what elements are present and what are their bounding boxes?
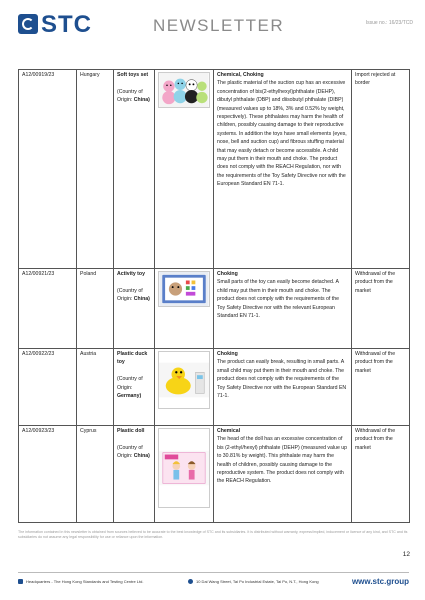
origin-label: (Country of Origin:	[117, 376, 143, 391]
description-cell	[214, 426, 352, 523]
notifying-country: Cyprus	[77, 426, 114, 523]
stc-logo-icon	[18, 14, 38, 34]
logo-text: STC	[41, 11, 92, 38]
product-photo-cell	[155, 269, 214, 349]
address-text: 10 Dai Wang Street, Tai Po Industrial Estate, Tai Po, N.T., Hong Kong	[196, 579, 319, 584]
product-cell: Plastic doll (Country of Origin: China)	[114, 426, 155, 523]
issue-number: Issue no.: 16/23/TCD	[365, 20, 413, 26]
table-row	[19, 349, 410, 426]
location-pin-icon	[188, 579, 193, 584]
notification-id: A12/00922/23	[19, 349, 77, 426]
headquarters-text: Headquarters - The Hong Kong Standards and Testing Centre Ltd.	[26, 579, 144, 584]
description-cell	[214, 269, 352, 349]
origin-country: China	[133, 97, 149, 104]
table-row	[19, 426, 410, 523]
notifying-country: Austria	[77, 349, 114, 426]
risk-type: Chemical, Choking	[217, 72, 264, 78]
notification-id: A12/00923/23	[19, 426, 77, 523]
origin-country: China	[133, 296, 149, 303]
notifying-country: Poland	[77, 269, 114, 349]
risk-type: Choking	[217, 351, 238, 357]
product-name: Plastic duck toy	[117, 351, 148, 366]
risk-description: The plastic material of the suction cup has an excessive concentration of bis(2-ethylhexyl)phthalate (DEHP), dibutyl phthalate (DBP) and diisobutyl phthalate (DIBP) (measured values up to 18%, 3% and 0.52% by weight, respectively). These phthalates may harm the health of children, possibly causing damage to their reproductive systems. In addition the toys have small elements (eyes, nose, bell and suction cup) and fibrous stuffing material that may easily detach or become accessible. A child may put them in their mouth and choke. The product does not comply with the REACH Regulation, nor with the requirements of the Toy Safety Directive nor with the European Standard EN 71-1.	[217, 80, 347, 188]
product-photo-cell	[155, 426, 214, 523]
table-row	[19, 70, 410, 269]
description-cell	[214, 70, 352, 269]
duck-toy-photo	[158, 351, 210, 409]
notification-id: A12/00919/23	[19, 70, 77, 269]
risk-type: Choking	[217, 271, 238, 277]
activity-toy-photo	[158, 271, 210, 307]
measure-taken: Withdrawal of the product from the market	[352, 269, 410, 349]
product-photo-cell	[155, 349, 214, 426]
description-cell	[214, 349, 352, 426]
measure-taken: Withdrawal of the product from the market	[352, 349, 410, 426]
product-cell: Plastic duck toy (Country of Origin: Germany)	[114, 349, 155, 426]
notifying-country: Hungary	[77, 70, 114, 269]
origin-label: (Country of Origin:	[117, 444, 143, 460]
origin-label: (Country of Origin:	[117, 88, 143, 104]
risk-type: Chemical	[217, 428, 241, 434]
risk-description: The head of the doll has an excessive concentration of bis (2-ethyl/hexyl) phthalate (DEHP) (measured value up to 30.81% by weight). This phthalate may harm the health of children, possibly causing damage to the reproductive system. The product does not comply with the REACH Regulation.	[217, 436, 348, 485]
page-header	[18, 11, 413, 38]
origin-country: Germany	[117, 393, 140, 400]
risk-description: The product can easily break, resulting in small parts. A small child may put them in their mouth and choke. The product does not comply with the requirements of the Toy Safety Directive nor with the European Standard EN 71-1.	[217, 359, 347, 400]
product-cell: Activity toy (Country of Origin: China)	[114, 269, 155, 349]
product-photo-cell	[155, 70, 214, 269]
recall-table	[18, 69, 410, 523]
newsletter-title: NEWSLETTER	[153, 16, 285, 35]
website-link[interactable]: www.stc.group	[351, 577, 409, 586]
page-number: 12	[402, 551, 410, 558]
soft-toys-photo	[158, 72, 210, 108]
notification-id: A12/00921/23	[19, 269, 77, 349]
product-name: Soft toys set	[117, 72, 149, 78]
measure-taken: Withdrawal of the product from the market	[352, 426, 410, 523]
headquarters-icon	[18, 579, 23, 584]
footer-divider	[18, 572, 409, 573]
origin-country: China	[133, 453, 149, 460]
disclaimer: The information contained in this newsletter is obtained from sources believed to be accurate to the best knowledge of STC and its subsidiaries. It is distributed without warranty, express/implied, inducement or licence of any kind, and STC and its subsidiaries do not assume any legal responsibility for use or reliance upon the information.	[18, 530, 408, 539]
product-name: Plastic doll	[117, 428, 145, 434]
measure-taken: Import rejected at border	[352, 70, 410, 269]
page-footer	[18, 577, 413, 589]
origin-label: (Country of Origin:	[117, 287, 143, 303]
risk-description: Small parts of the toy can easily become detached. A child may put them in their mouth and choke. The product does not comply with the requirements of the Toy Safety Directive nor with the relevant European Standard EN 71-1.	[217, 279, 339, 320]
product-name: Activity toy	[117, 271, 145, 277]
product-cell: Soft toys set (Country of Origin: China)	[114, 70, 155, 269]
doll-photo	[158, 428, 210, 508]
table-row	[19, 269, 410, 349]
